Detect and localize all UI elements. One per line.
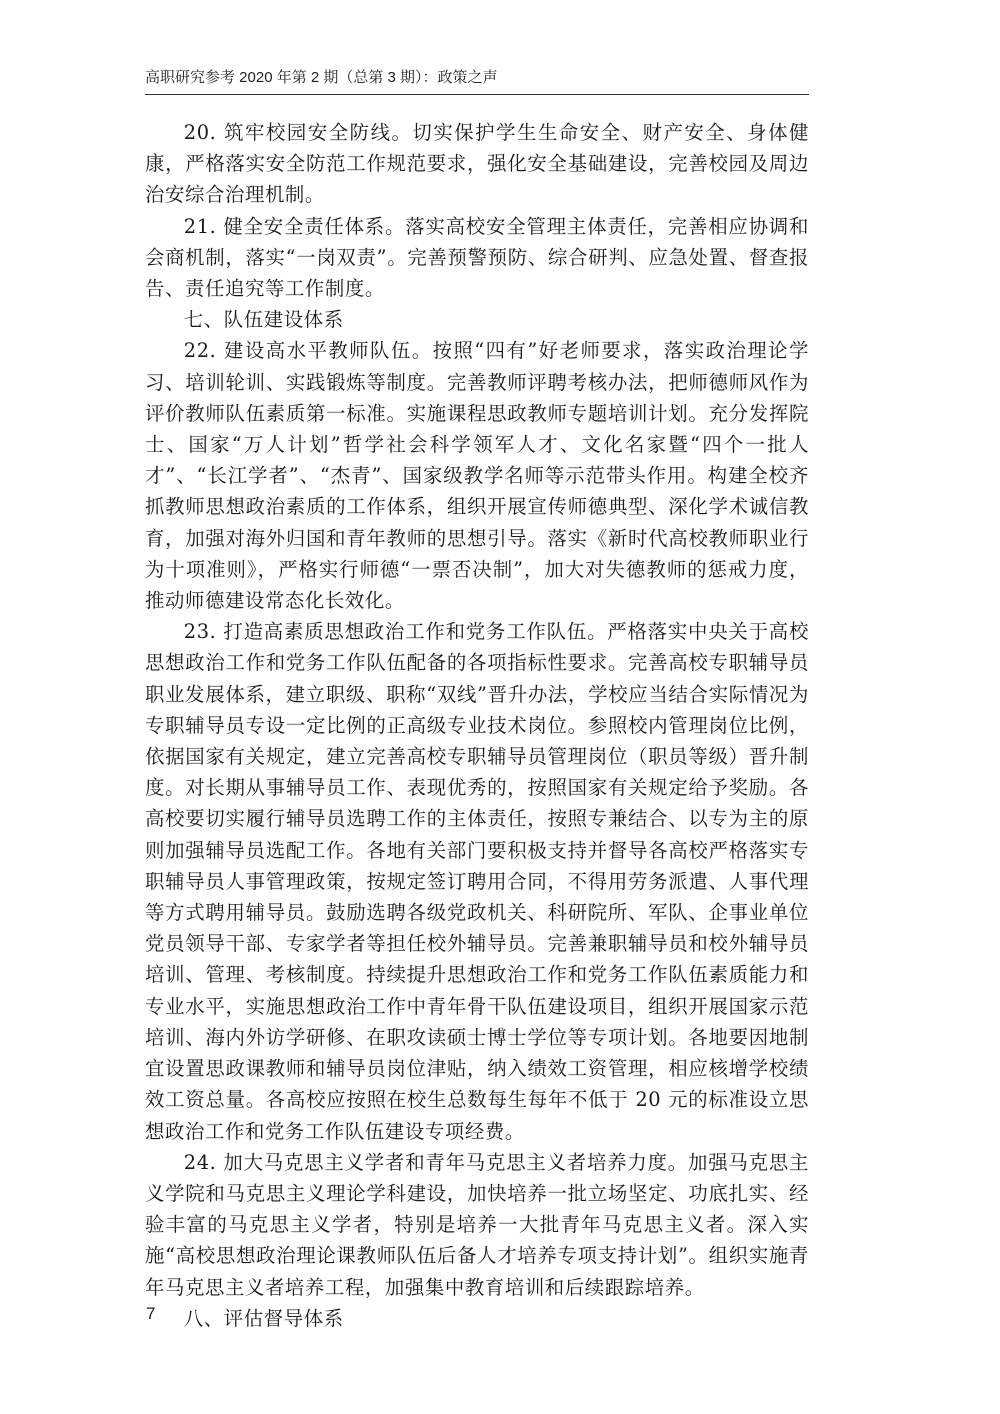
section-heading-team-building: 七、队伍建设体系 [183, 308, 344, 332]
paragraph-item-21: 21. 健全安全责任体系。落实高校安全管理主体责任，完善相应协调和会商机制，落实“一岗双责”。完善预警预防、综合研判、应急处置、督查报告、责任追究等工作制度。 [145, 214, 809, 301]
page-header: 高职研究参考 2020 年第 2 期（总第 3 期）：政策之声 [145, 69, 498, 86]
document-body [145, 117, 809, 1334]
section-heading-evaluation-supervision: 八、评估督导体系 [183, 1306, 344, 1330]
page-number: 7 [146, 1304, 156, 1323]
paragraph-item-22: 22. 建设高水平教师队伍。按照“四有”好老师要求，落实政治理论学习、培训轮训、实践锻炼等制度。完善教师评聘考核办法，把师德师风作为评价教师队伍素质第一标准。实施课程思政教师专题培训计划。充分发挥院士、国家“万人计划”哲学社会科学领军人才、文化名家暨“四个一批人才”、“长江学者”、“杰青”、国家级教学名师等示范带头作用。构建全校齐抓教师思想政治素质的工作体系，组织开展宣传师德典型、深化学术诚信教育，加强对海外归国和青年教师的思想引导。落实《新时代高校教师职业行为十项准则》，严格实行师德“一票否决制”，加大对失德教师的惩戒力度，推动师德建设常态化长效化。 [145, 339, 809, 613]
header-rule [145, 94, 809, 95]
paragraph-item-24: 24. 加大马克思主义学者和青年马克思主义者培养力度。加强马克思主义学院和马克思主义理论学科建设，加快培养一批立场坚定、功底扎实、经验丰富的马克思主义学者，特别是培养一大批青年马克思主义者。深入实施“高校思想政治理论课教师队伍后备人才培养专项支持计划”。组织实施青年马克思主义者培养工程，加强集中教育培训和后续跟踪培养。 [145, 1150, 809, 1299]
paragraph-item-20: 20. 筑牢校园安全防线。切实保护学生生命安全、财产安全、身体健康，严格落实安全防范工作规范要求，强化安全基础建设，完善校园及周边治安综合治理机制。 [145, 121, 809, 207]
paragraph-item-23: 23. 打造高素质思想政治工作和党务工作队伍。严格落实中央关于高校思想政治工作和党务工作队伍配备的各项指标性要求。完善高校专职辅导员职业发展体系，建立职级、职称“双线”晋升办法，学校应当结合实际情况为专职辅导员专设一定比例的正高级专业技术岗位。参照校内管理岗位比例，依据国家有关规定，建立完善高校专职辅导员管理岗位（职员等级）晋升制度。对长期从事辅导员工作、表现优秀的，按照国家有关规定给予奖励。各高校要切实履行辅导员选聘工作的主体责任，按照专兼结合、以专为主的原则加强辅导员选配工作。各地有关部门要积极支持并督导各高校严格落实专职辅导员人事管理政策，按规定签订聘用合同，不得用劳务派遣、人事代理等方式聘用辅导员。鼓励选聘各级党政机关、科研院所、军队、企事业单位党员领导干部、专家学者等担任校外辅导员。完善兼职辅导员和校外辅导员培训、管理、考核制度。持续提升思想政治工作和党务工作队伍素质能力和专业水平，实施思想政治工作中青年骨干队伍建设项目，组织开展国家示范培训、海内外访学研修、在职攻读硕士博士学位等专项计划。各地要因地制宜设置思政课教师和辅导员岗位津贴，纳入绩效工资管理，相应核增学校绩效工资总量。各高校应按照在校生总数每生每年不低于 20 元的标准设立思想政治工作和党务工作队伍建设专项经费。 [145, 620, 809, 1143]
